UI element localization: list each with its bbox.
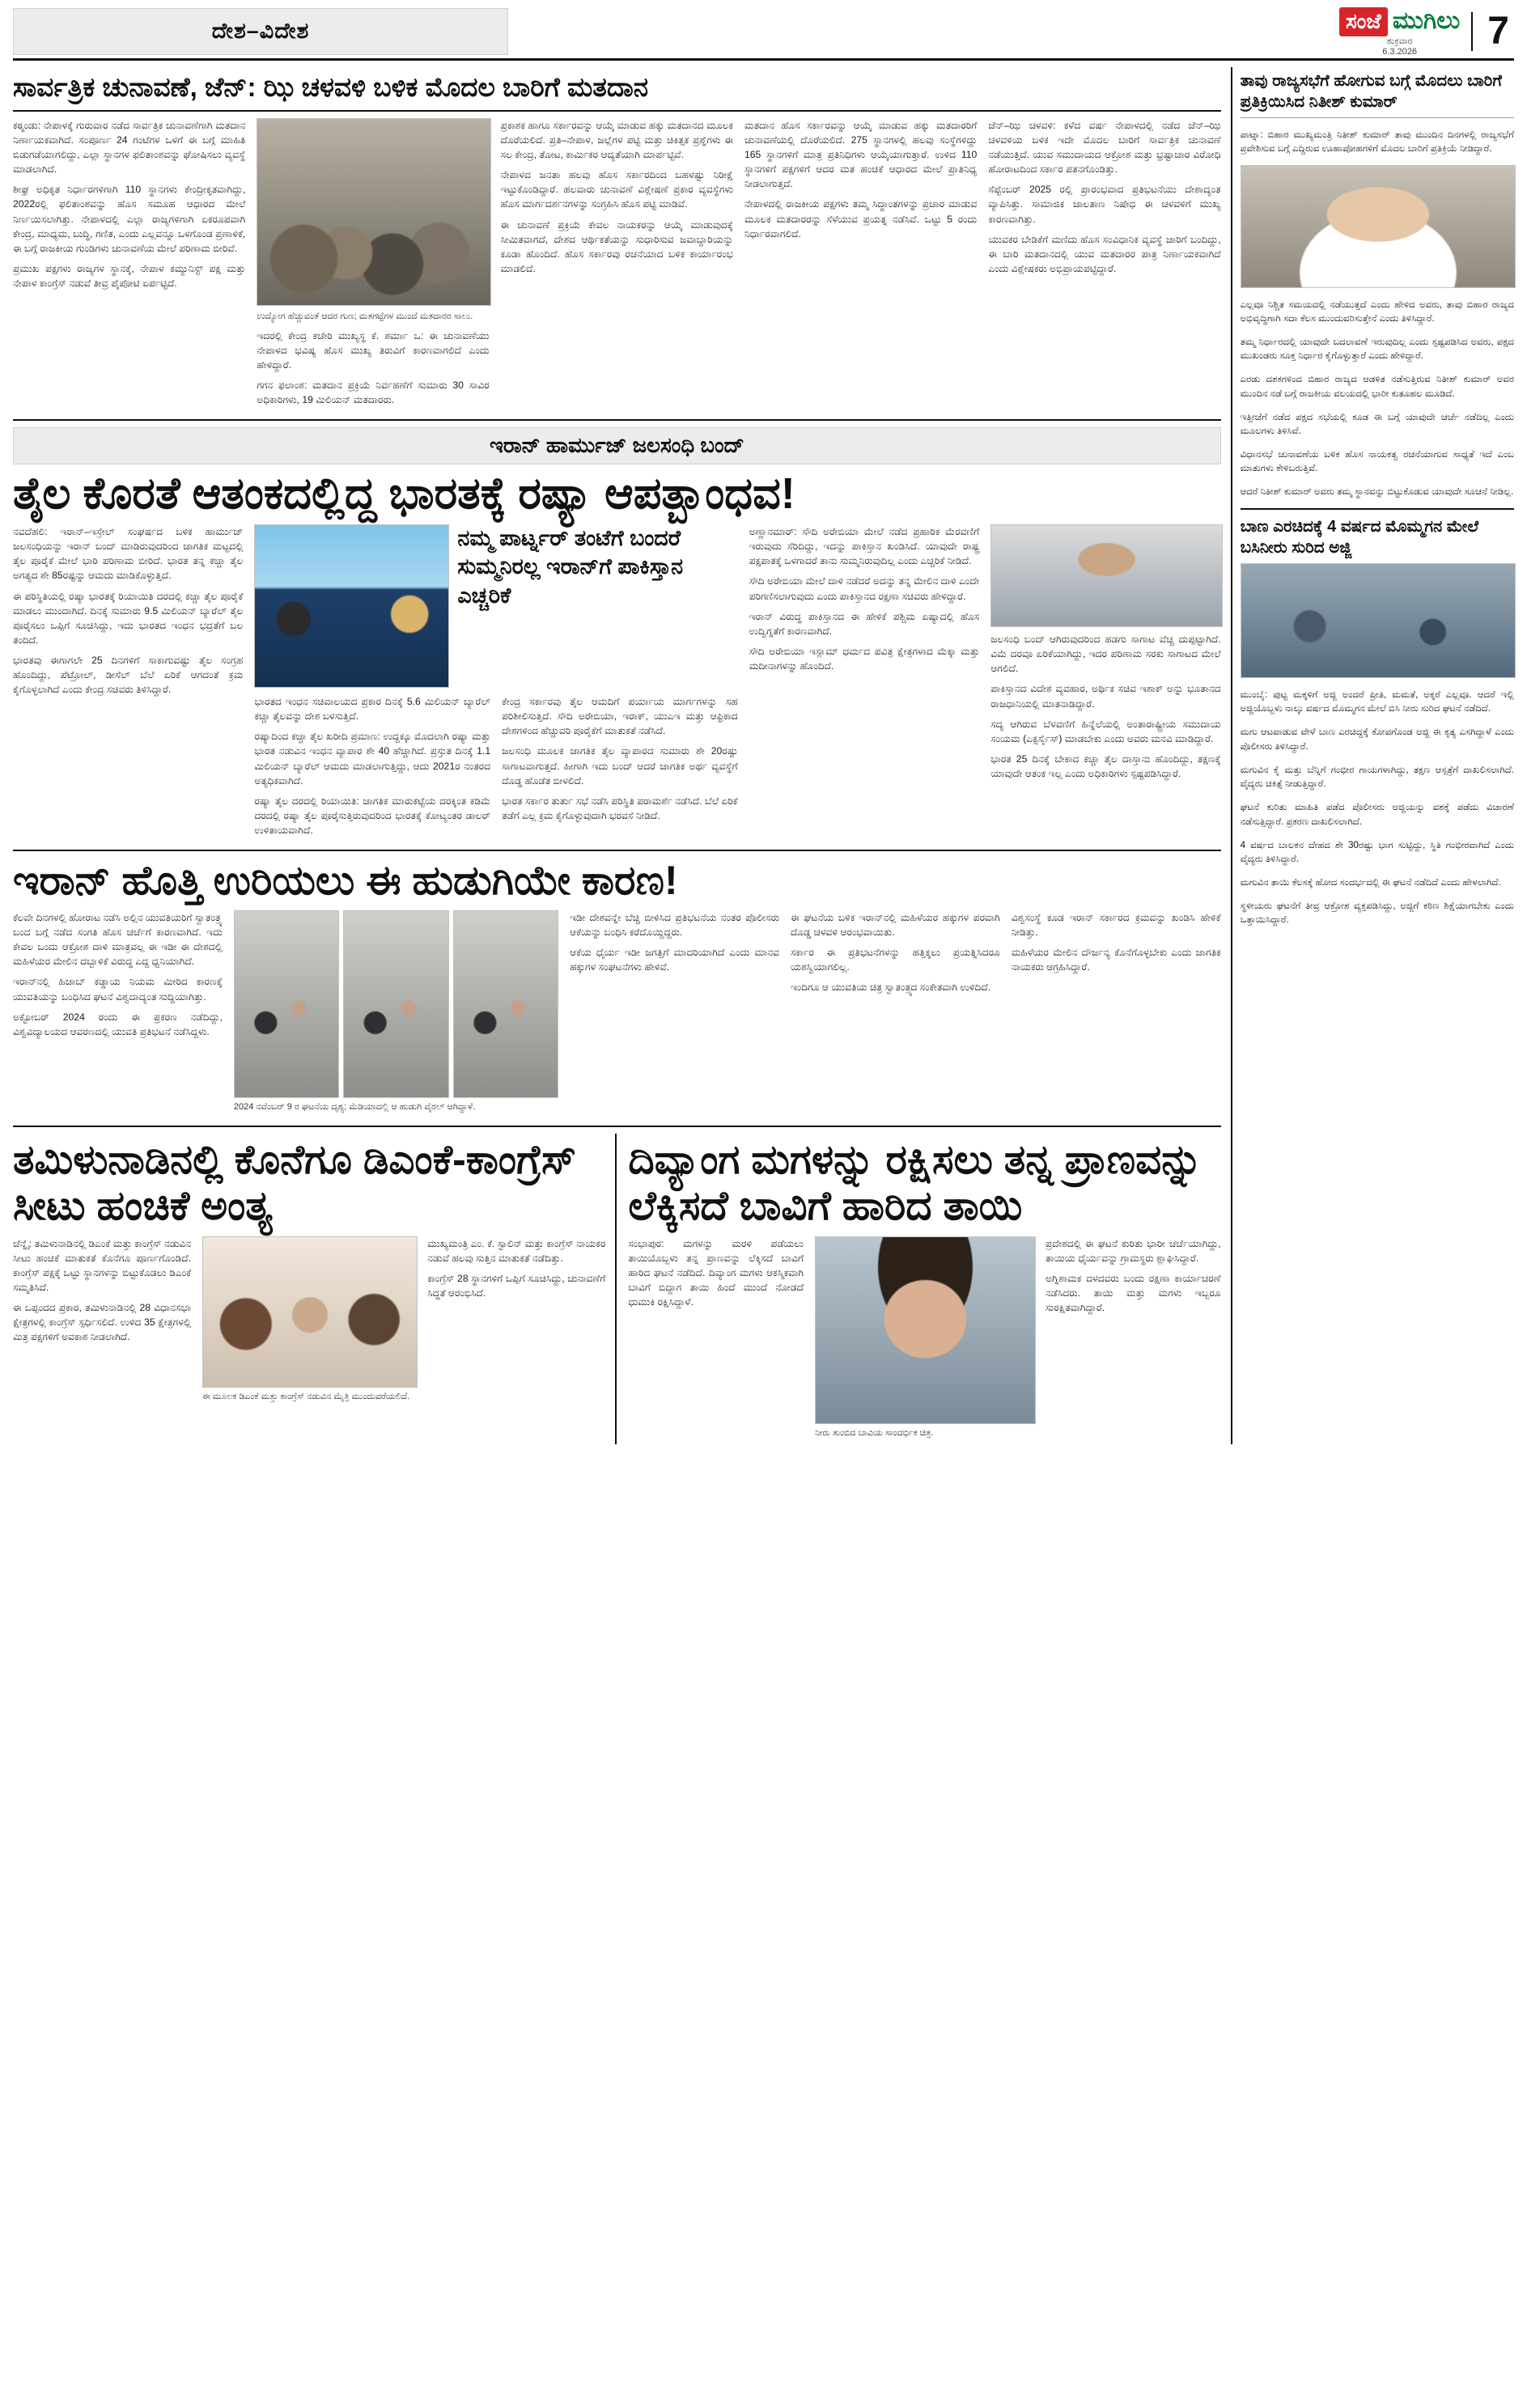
story5-col-2 xyxy=(815,1236,1034,1444)
section-header xyxy=(13,8,508,55)
paragraph: ಇಂದಿಗೂ ಆ ಯುವತಿಯ ಚಿತ್ರ ಸ್ವಾತಂತ್ರ್ಯದ ಸಂಕೇತವಾಗಿ ಉಳಿದಿದೆ. xyxy=(790,981,991,994)
story1-columns xyxy=(13,118,1221,413)
page-number: 7 xyxy=(1471,12,1509,51)
paragraph: ನೇಪಾಳದಲ್ಲಿ ರಾಜಕೀಯ ಪಕ್ಷಗಳು ತಮ್ಮ ಸಿದ್ಧಾಂತಗಳನ್ನು ಪ್ರಚಾರ ಮಾಡುವ ಮೂಲಕ ಮತದಾರರನ್ನು ಸೆಳೆಯುವ ಪ್ರಯತ್ನ ನಡೆಸಿವೆ. ಒಟ್ಟು 5 ರಂದು ನಿರ್ಧಾರವಾಗಲಿದೆ. xyxy=(744,198,978,240)
paragraph: ಅಣ್ಣಾನಮಾರ್: ಸೌದಿ ಅರೇಬಿಯಾ ಮೇಲೆ ನಡೆದ ಪ್ರಹಾರಿಕ ಮೆರವಣಿಗೆ ಇರುವುದು ಸೆರಿದಿದ್ದು, ಇದನ್ನು ಪಾಕಿಸ್ತಾನ ಖಂಡಿಸಿದೆ. ಯಾವುದೇ ರಾಷ್ಟ್ರ ಪಕ್ಷಪಾತಕ್ಕೆ ಒಳಗಾದರೆ ತಾನು ಸುಮ್ಮನಿರುವುದಿಲ್ಲ ಎಂದು ಎಚ್ಚರಿಕೆ ನೀಡಿದೆ. xyxy=(749,526,980,567)
story1-col-2 xyxy=(257,118,489,413)
paragraph: ಮಗು ಆಟವಾಡುವ ವೇಳೆ ಬಾಣ ಎರಚಿದ್ದಕ್ಕೆ ಕೋಪಗೊಂಡ ಅಜ್ಜಿ ಈ ಕೃತ್ಯ ಎಸಗಿದ್ದಾಳೆ ಎಂದು ಪೊಲೀಸರು ತಿಳಿಸಿದ್ದಾರೆ. xyxy=(1240,727,1514,752)
paragraph: ಇದರಲ್ಲಿ ಕೇಂದ್ರ ಕಚೇರಿ ಮುಖ್ಯಸ್ಥ ಕೆ. ಶರ್ಮಾ ಒ: ಈ ಚುನಾವಣೆಯು ನೇಪಾಳದ ಭವಿಷ್ಯ ಹೊಸ ಮುಖ್ಯ ತಿರುವಿಗೆ ಕಾರಣವಾಗಲಿದೆ ಎಂದು ಹೇಳಿದ್ದಾರೆ. xyxy=(257,329,490,371)
paragraph: ಪ್ರದೇಶದಲ್ಲಿ ಈ ಘಟನೆ ಕುರಿತು ಭಾರೀ ಚರ್ಚೆಯಾಗಿದ್ದು, ತಾಯಿಯ ಧೈರ್ಯವನ್ನು ಗ್ರಾಮಸ್ಥರು ಶ್ಲಾಘಿಸಿದ್ದಾರೆ. xyxy=(1045,1237,1221,1264)
story3-col-2 xyxy=(234,910,558,1118)
paragraph: ಸೌದಿ ಅರೇಬಿಯಾ ಇಸ್ಲಾಮ್ ಧರ್ಮದ ಪವಿತ್ರ ಕ್ಷೇತ್ರಗಳಾದ ಮೆಕ್ಕಾ ಮತ್ತು ಮದೀನಾಗಳನ್ನು ಹೊಂದಿದೆ. xyxy=(749,645,980,672)
brand-date: 6.3.2026 xyxy=(1382,46,1418,57)
right-rail xyxy=(1231,67,1514,1444)
story-nepal-election xyxy=(13,70,1221,413)
story5-col-3 xyxy=(1046,1236,1221,1444)
photo-caption: ನೀರು ತುಂಬಿದ ಬಾವಿಯ ಸಾಂದರ್ಭಿಕ ಚಿತ್ರ. xyxy=(815,1427,934,1438)
paragraph: ಗಗನ ಫಲಾಂಶ: ಮತದಾನ ಪ್ರಕ್ರಿಯೆ ನಿರ್ವಹಣೆಗೆ ಸುಮಾರು 30 ಸಾವಿರ ಅಧಿಕಾರಿಗಳು, 19 ಮಿಲಿಯನ್ ಮತದಾರರು. xyxy=(257,379,490,405)
protest-photo-1 xyxy=(234,910,339,1098)
masthead-spacer xyxy=(508,8,1339,55)
rule xyxy=(13,1126,1221,1127)
paragraph: ವಿಧಾನಸಭೆ ಚುನಾವಣೆಯ ಬಳಿಕ ಹೊಸ ನಾಯಕತ್ವ ರಚನೆಯಾಗುವ ಸಾಧ್ಯತೆ ಇದೆ ಎಂಬ ಮಾತುಗಳು ಕೇಳಿಬರುತ್ತಿವೆ. xyxy=(1240,449,1514,474)
story4-headline: ತಮಿಳುನಾಡಿನಲ್ಲಿ ಕೊನೆಗೂ ಡಿಎಂಕೆ-ಕಾಂಗ್ರೆಸ್ ಸೀಟು ಹಂಚಿಕೆ ಅಂತ್ಯ xyxy=(13,1136,576,1229)
paragraph: ಸ್ಥಳೀಯರು ಘಟನೆಗೆ ತೀವ್ರ ಆಕ್ರೋಶ ವ್ಯಕ್ತಪಡಿಸಿದ್ದು, ಅಜ್ಜಿಗೆ ಕಠಿಣ ಶಿಕ್ಷೆಯಾಗಬೇಕು ಎಂದು ಒತ್ತಾಯಿಸಿದ್ದಾರೆ. xyxy=(1240,900,1514,926)
paragraph: ಇರಾನ್ ವಿರುದ್ಧ ಪಾಕಿಸ್ತಾನದ ಈ ಹೇಳಿಕೆ ಪಶ್ಚಿಮ ಏಷ್ಯಾದಲ್ಲಿ ಹೊಸ ಉದ್ವಿಗ್ನತೆಗೆ ಕಾರಣವಾಗಿದೆ. xyxy=(749,610,980,637)
rail-story-grandmother xyxy=(1241,516,1514,926)
brand-name-primary: ಸಂಜೆ xyxy=(1339,7,1388,36)
putin-modi-oil-photo xyxy=(254,524,449,688)
story2-col-2b xyxy=(502,694,738,842)
story5-col-1 xyxy=(628,1236,804,1444)
paragraph: ಮುಖ್ಯಮಂತ್ರಿ ಎಂ. ಕೆ. ಸ್ಟಾಲಿನ್ ಮತ್ತು ಕಾಂಗ್ರೆಸ್ ನಾಯಕರ ನಡುವೆ ಹಲವು ಸುತ್ತಿನ ಮಾತುಕತೆ ನಡೆದಿತ್ತು. xyxy=(427,1237,606,1264)
paragraph: ವಿಶ್ವಸಂಸ್ಥೆ ಕೂಡ ಇರಾನ್ ಸರ್ಕಾರದ ಕ್ರಮವನ್ನು ಖಂಡಿಸಿ ಹೇಳಿಕೆ ನೀಡಿತ್ತು. xyxy=(1011,912,1221,939)
paragraph: ಸೆಪ್ಟೆಂಬರ್ 2025 ರಲ್ಲಿ ಪ್ರಾರಂಭವಾದ ಪ್ರತಿಭಟನೆಯು ದೇಶಾದ್ಯಂತ ವ್ಯಾಪಿಸಿತ್ತು. ಸಾಮಾಜಿಕ ಜಾಲತಾಣ ನಿಷೇಧ ಈ ಚಳವಳಿಗೆ ಮುಖ್ಯ ಕಾರಣವಾಗಿತ್ತು. xyxy=(988,184,1221,225)
paragraph: ಮಹಿಳೆಯರ ಮೇಲಿನ ದೌರ್ಜನ್ಯ ಕೊನೆಗೊಳ್ಳಬೇಕು ಎಂದು ಜಾಗತಿಕ ನಾಯಕರು ಆಗ್ರಹಿಸಿದ್ದಾರೆ. xyxy=(1011,947,1221,973)
story4-col-3 xyxy=(427,1236,605,1408)
brand-name-secondary: ಮುಗಿಲು xyxy=(1392,6,1461,34)
story2-subhead: ನಮ್ಮ ಪಾರ್ಟ್ನರ್ ತಂಟೆಗೆ ಬಂದರೆ ಸುಮ್ಮನಿರಲ್ಲ ಇರಾನ್‌ಗೆ ಪಾಕಿಸ್ತಾನ ಎಚ್ಚರಿಕೆ xyxy=(457,526,684,608)
section-title: ದೇಶ–ವಿದೇಶ xyxy=(211,19,310,43)
paragraph: ರಷ್ಯಾದಿಂದ ಕಚ್ಚಾ ತೈಲ ಖರೀದಿ ಪ್ರಮಾಣ: ಉದ್ದಕ್ಕೂ ಮೊದಲಾಗಿ ರಷ್ಯಾ ಮತ್ತು ಭಾರತ ನಡುವಿನ ಇಂಧನ ವ್ಯಾಪಾರ ಶೇ 40 ಹೆಚ್ಚಾಗಿದೆ. ಪ್ರಸ್ತುತ ದಿನಕ್ಕೆ 1.1 ಮಿಲಿಯನ್ ಬ್ಯಾರೆಲ್ ಆಮದು ಮಾಡಲಾಗುತ್ತಿದ್ದು, ಆದು 2021ರ ನಂತರದ ಅತ್ಯಧಿಕವಾಗಿದೆ. xyxy=(254,731,491,786)
paragraph: ಜಲಸಂಧಿ ಬಂದ್ ಆಗಿರುವುದರಿಂದ ಹಡಗು ಸಾಗಾಟ ವೆಚ್ಚ ದುಪ್ಪಟ್ಟಾಗಿದೆ. ವಿಮೆ ದರವೂ ಏರಿಕೆಯಾಗಿದ್ದು, ಇದರ ಪರಿಣಾಮ ಸರಕು ಸಾಗಾಟದ ಮೇಲೆ ಆಗಲಿದೆ. xyxy=(990,634,1221,675)
story2-col-1 xyxy=(13,524,243,842)
page-content xyxy=(13,67,1514,1444)
story-iran-girl xyxy=(13,858,1221,1119)
paragraph: ಸದ್ಯ ಆಗಿರುವ ಬೆಳವಣಿಗೆ ಹಿನ್ನೆಲೆಯಲ್ಲಿ ಅಂತಾರಾಷ್ಟ್ರೀಯ ಸಮುದಾಯ ಸಂಯಮ (ಎಕ್ಸರ್ಸೈಸ್) ಮಾಡಬೇಕು ಎಂದು ಅವರು ಮನವಿ ಮಾಡಿದ್ದಾರೆ. xyxy=(990,718,1221,744)
rail-story-nitish xyxy=(1241,70,1514,499)
story3-headline: ಇರಾನ್ ಹೊತ್ತಿ ಉರಿಯಲು ಈ ಹುಡುಗಿಯೇ ಕಾರಣ! xyxy=(13,857,678,903)
protest-photo-3 xyxy=(453,910,558,1098)
paragraph: ಸರ್ಕಾರ ಈ ಪ್ರತಿಭಟನೆಗಳನ್ನು ಹತ್ತಿಕ್ಕಲು ಪ್ರಯತ್ನಿಸಿದರೂ ಯಶಸ್ವಿಯಾಗಲಿಲ್ಲ. xyxy=(790,947,1000,973)
paragraph: ಮಗುವಿನ ಕೈ ಮತ್ತು ಬೆನ್ನಿಗೆ ಗಂಭೀರ ಗಾಯಗಳಾಗಿದ್ದು, ತಕ್ಷಣ ಆಸ್ಪತ್ರೆಗೆ ದಾಖಲಿಸಲಾಗಿದೆ. ವೈದ್ಯರು ಚಿಕಿತ್ಸೆ ನೀಡುತ್ತಿದ್ದಾರೆ. xyxy=(1240,764,1514,790)
photo-caption: ಉದ್ಯೋಗ ಹೆಚ್ಚುವಂತೆ ಆದರ ಗುಣ; ಮತಗಟ್ಟೆಗಳ ಮುಂದೆ ಮತದಾರರ ಸಾಲು. xyxy=(257,312,473,322)
rule xyxy=(13,419,1221,421)
story1-col-5 xyxy=(988,118,1220,413)
paragraph: ಭಾರತ 25 ದಿನಕ್ಕೆ ಬೇಕಾದ ಕಚ್ಚಾ ತೈಲ ದಾಸ್ತಾನು ಹೊಂದಿದ್ದು, ತಕ್ಷಣಕ್ಕೆ ಯಾವುದೇ ಆತಂಕ ಇಲ್ಲ ಎಂದು ಅಧಿಕಾರಿಗಳು ಸ್ಪಷ್ಟಪಡಿಸಿದ್ದಾರೆ. xyxy=(990,752,1221,779)
story3-col-1 xyxy=(13,910,223,1118)
story5-columns xyxy=(628,1236,1220,1444)
rule xyxy=(1241,508,1514,510)
story1-col-1 xyxy=(13,118,245,413)
paragraph: ಭಾರತ ಸರ್ಕಾರ ತುರ್ತು ಸಭೆ ನಡೆಸಿ ಪರಿಸ್ಥಿತಿ ಪರಾಮರ್ಶೆ ನಡೆಸಿದೆ. ಬೆಲೆ ಏರಿಕೆ ತಡೆಗೆ ಎಲ್ಲ ಕ್ರಮ ಕೈಗೊಳ್ಳುವುದಾಗಿ ಭರವಸೆ ನೀಡಿದೆ. xyxy=(502,795,738,821)
story3-col-4 xyxy=(791,910,1000,1118)
story5-headline: ದಿವ್ಯಾಂಗ ಮಗಳನ್ನು ರಕ್ಷಿಸಲು ತನ್ನ ಪ್ರಾಣವನ್ನು ಲೆಕ್ಕಿಸದೆ ಬಾವಿಗೆ ಹಾರಿದ ತಾಯಿ xyxy=(628,1136,1203,1229)
pakistan-minister-photo xyxy=(990,524,1222,627)
paragraph: ಇಡೀ ದೇಶವನ್ನೇ ಬೆಚ್ಚಿ ಬೀಳಿಸಿದ ಪ್ರತಿಭಟನೆಯ ನಂತರ ಪೊಲೀಸರು ಆಕೆಯನ್ನು ಬಂಧಿಸಿ ಕರೆದೊಯ್ದಿದ್ದರು. xyxy=(570,912,779,939)
story2-col-2a xyxy=(254,694,490,842)
protest-photo-2 xyxy=(343,910,448,1098)
paragraph: ಎಲ್ಲವೂ ನಿಶ್ಚಿತ ಸಮಯದಲ್ಲಿ ನಡೆಯುತ್ತದೆ ಎಂದು ಹೇಳಿದ ಅವರು, ತಾವು ಬಿಹಾರ ರಾಜ್ಯದ ಅಭಿವೃದ್ಧಿಗಾಗಿ ಸದಾ ಕೆಲಸ ಮುಂದುವರಿಸುತ್ತೇನೆ ಎಂದು ತಿಳಿಸಿದ್ದಾರೆ. xyxy=(1240,299,1514,324)
brand-logo xyxy=(1339,7,1460,57)
paragraph: ಭಾರತದ ಇಂಧನ ಸಚಿವಾಲಯದ ಪ್ರಕಾರ ದಿನಕ್ಕೆ 5.6 ಮಿಲಿಯನ್ ಬ್ಯಾರೆಲ್ ಕಚ್ಚಾ ತೈಲವನ್ನು ದೇಶ ಬಳಸುತ್ತಿದೆ. xyxy=(254,696,491,723)
paragraph: ಈ ಘಟನೆಯ ಬಳಿಕ ಇರಾನ್‌ನಲ್ಲಿ ಮಹಿಳೆಯರ ಹಕ್ಕುಗಳ ಪರವಾಗಿ ದೊಡ್ಡ ಚಳವಳಿ ಆರಂಭವಾಯಿತು. xyxy=(790,912,1000,939)
story-tn-seat-sharing xyxy=(13,1134,617,1444)
story-mother-well xyxy=(628,1134,1220,1444)
paragraph: ಸಂಭಾಪುರ: ಮಗಳನ್ನು ಮರಳಿ ಪಡೆಯಲು ತಾಯಿಯೊಬ್ಬಳು ತನ್ನ ಪ್ರಾಣವನ್ನು ಲೆಕ್ಕಿಸದೆ ಬಾವಿಗೆ ಹಾರಿದ ಘಟನೆ ನಡೆದಿದೆ. ದಿವ್ಯಾಂಗ ಮಗಳು ಆಕಸ್ಮಿಕವಾಗಿ ಬಾವಿಗೆ ಬಿದ್ದಾಗ ತಾಯಿ ಹಿಂದೆ ಮುಂದೆ ನೋಡದೆ ಧುಮುಕಿ ರಕ್ಷಿಸಿದ್ದಾಳೆ. xyxy=(628,1237,804,1308)
paragraph: ಸೌದಿ ಅರೇಬಿಯಾ ಮೇಲೆ ದಾಳಿ ನಡೆದರೆ ಅದನ್ನು ತನ್ನ ಮೇಲಿನ ದಾಳಿ ಎಂದೇ ಪರಿಗಣಿಸಲಾಗುವುದು ಎಂದು ಪಾಕಿಸ್ತಾನದ ರಕ್ಷಣಾ ಸಚಿವರು ಹೇಳಿದ್ದಾರೆ. xyxy=(749,575,980,602)
paragraph: ಈ ಒಪ್ಪಂದದ ಪ್ರಕಾರ, ತಮಿಳುನಾಡಿನಲ್ಲಿ 28 ವಿಧಾನಸಭಾ ಕ್ಷೇತ್ರಗಳಲ್ಲಿ ಕಾಂಗ್ರೆಸ್ ಸ್ಪರ್ಧಿಸಲಿದೆ. ಉಳಿದ 35 ಕ್ಷೇತ್ರಗಳಲ್ಲಿ ಮಿತ್ರ ಪಕ್ಷಗಳಿಗೆ ಅವಕಾಶ ನೀಡಲಾಗಿದೆ. xyxy=(13,1301,192,1342)
dmk-congress-leaders-photo xyxy=(202,1236,418,1388)
rail-item1-headline: ತಾವು ರಾಜ್ಯಸಭೆಗೆ ಹೋಗುವ ಬಗ್ಗೆ ಮೊದಲು ಬಾರಿಗೆ ಪ್ರತಿಕ್ರಿಯಿಸಿದ ನಿತೀಶ್ ಕುಮಾರ್ xyxy=(1240,72,1502,111)
paragraph: ನವದೆಹಲಿ: ಇರಾನ್–ಇಸ್ರೇಲ್ ಸಂಘರ್ಷದ ಬಳಿಕ ಹಾರ್ಮುಜ್ ಜಲಸಂಧಿಯನ್ನು ಇರಾನ್ ಬಂದ್ ಮಾಡಿರುವುದರಿಂದ ಜಾಗತಿಕ ಮಟ್ಟದಲ್ಲಿ ತೈಲ ಪೂರೈಕೆ ಮೇಲೆ ಭಾರಿ ಪರಿಣಾಮ ಬೀರಿದೆ. ಭಾರತ ತನ್ನ ಕಚ್ಚಾ ತೈಲ ಅಗತ್ಯದ ಶೇ 85ರಷ್ಟನ್ನು ಆಮದು ಮಾಡಿಕೊಳ್ಳುತ್ತಿದೆ. xyxy=(13,526,244,582)
paragraph: ಪ್ರಮುಖ ಪಕ್ಷಗಳು ರಾಜ್ಯಗಳ ಸ್ಥಾನಕ್ಕೆ, ನೇಪಾಳ ಕಮ್ಯುನಿಸ್ಟ್ ಪಕ್ಷ ಮತ್ತು ನೇಪಾಳ ಕಾಂಗ್ರೆಸ್ ನಡುವೆ ತೀವ್ರ ಪೈಪೋಟಿ ಏರ್ಪಟ್ಟಿದೆ. xyxy=(13,262,246,289)
masthead xyxy=(13,8,1514,61)
paragraph: ಇರಾನ್‌ನಲ್ಲಿ ಹಿಜಾಬ್ ಕಡ್ಡಾಯ ನಿಯಮ ಮೀರಿದ ಕಾರಣಕ್ಕೆ ಯುವತಿಯನ್ನು ಬಂಧಿಸಿದ ಘಟನೆ ವಿಶ್ವದಾದ್ಯಂತ ಸುದ್ದಿಯಾಗಿತ್ತು. xyxy=(13,976,223,1003)
brand-wordmark xyxy=(1339,7,1460,36)
story1-col-3 xyxy=(501,118,733,413)
paragraph: ಮುಂಬೈ: ಪುಟ್ಟ ಮಕ್ಕಳಿಗೆ ಅಜ್ಜಿ ಅಂದರೆ ಪ್ರೀತಿ, ಮಮತೆ, ಅಕ್ಕರೆ ಎಲ್ಲವೂ. ಆದರೆ ಇಲ್ಲಿ ಅಜ್ಜಿಯೊಬ್ಬಳು ನಾಲ್ಕು ವರ್ಷದ ಮೊಮ್ಮಗನ ಮೇಲೆ ಬಿಸಿ ನೀರು ಸುರಿದ ಘಟನೆ ನಡೆದಿದೆ. xyxy=(1240,689,1514,714)
paragraph: ತಮ್ಮ ನಿರ್ಧಾರದಲ್ಲಿ ಯಾವುದೇ ಬದಲಾವಣೆ ಇರುವುದಿಲ್ಲ ಎಂದು ಸ್ಪಷ್ಟಪಡಿಸಿದ ಅವರು, ಪಕ್ಷದ ಮುಖಂಡರು ಸೂಕ್ತ ನಿರ್ಧಾರ ಕೈಗೊಳ್ಳುತ್ತಾರೆ ಎಂದು ಹೇಳಿದ್ದಾರೆ. xyxy=(1240,336,1514,362)
paragraph: ಇತ್ತೀಚೆಗೆ ನಡೆದ ಪಕ್ಷದ ಸಭೆಯಲ್ಲಿ ಕೂಡ ಈ ಬಗ್ಗೆ ಯಾವುದೇ ಚರ್ಚೆ ನಡೆದಿಲ್ಲ ಎಂದು ಮೂಲಗಳು ತಿಳಿಸಿವೆ. xyxy=(1240,411,1514,437)
paragraph: ಕೇಂದ್ರ ಸರ್ಕಾರವು ತೈಲ ಆಮದಿಗೆ ಪರ್ಯಾಯ ಮಾರ್ಗಗಳನ್ನು ಸಹ ಪರಿಶೀಲಿಸುತ್ತಿದೆ. ಸೌದಿ ಅರೇಬಿಯಾ, ಇರಾಕ್, ಯುಎಇ ಮತ್ತು ಆಫ್ರಿಕಾದ ದೇಶಗಳಿಂದ ಹೆಚ್ಚುವರಿ ಪೂರೈಕೆಗೆ ಮಾತುಕತೆ ನಡೆಸಿದೆ. xyxy=(502,696,738,737)
paragraph: ಪಾಟ್ನಾ: ಬಿಹಾರ ಮುಖ್ಯಮಂತ್ರಿ ನಿತೀಶ್ ಕುಮಾರ್ ತಾವು ಮುಂದಿನ ದಿನಗಳಲ್ಲಿ ರಾಜ್ಯಸಭೆಗೆ ಪ್ರವೇಶಿಸುವ ಬಗ್ಗೆ ಎದ್ದಿರುವ ಊಹಾಪೋಹಗಳಿಗೆ ಮೊದಲ ಬಾರಿಗೆ ಪ್ರತಿಕ್ರಿಯೆ ನೀಡಿದ್ದಾರೆ. xyxy=(1240,129,1514,154)
rail-item2-headline: ಬಾಣ ಎರಚಿದಕ್ಕೆ 4 ವರ್ಷದ ಮೊಮ್ಮಗನ ಮೇಲೆ ಬಸಿನೀರು ಸುರಿದ ಅಜ್ಜಿ xyxy=(1240,518,1479,557)
story2-col-2 xyxy=(254,524,737,842)
paragraph: ಚೆನ್ನೈ: ತಮಿಳುನಾಡಿನಲ್ಲಿ ಡಿಎಂಕೆ ಮತ್ತು ಕಾಂಗ್ರೆಸ್ ನಡುವಿನ ಸೀಟು ಹಂಚಿಕೆ ಮಾತುಕತೆ ಕೊನೆಗೂ ಪೂರ್ಣಗೊಂಡಿದೆ. ಕಾಂಗ್ರೆಸ್ ಪಕ್ಷಕ್ಕೆ ಒಟ್ಟು ಸ್ಥಾನಗಳನ್ನು ಬಿಟ್ಟುಕೊಡಲು ಡಿಎಂಕೆ ಸಮ್ಮತಿಸಿದೆ. xyxy=(13,1237,192,1293)
paragraph: ಪಾಕಿಸ್ತಾನದ ವಿದೇಶ ವ್ಯವಹಾರ, ಅರ್ಥಿಕ ಸಚಿವ ಇಶಾಕ್ ಅನ್ನು ಭೂತಾನದ ರಾಜಧಾನಿಯಲ್ಲಿ ಮಾತನಾಡಿದ್ದಾರೆ. xyxy=(990,683,1221,710)
paragraph: ಆದರೆ ನಿತೀಶ್ ಕುಮಾರ್ ಅವರು ತಮ್ಮ ಸ್ಥಾನವನ್ನು ಬಿಟ್ಟುಕೊಡುವ ಯಾವುದೇ ಸೂಚನೆ ನೀಡಿಲ್ಲ. xyxy=(1240,486,1514,498)
story4-columns xyxy=(13,1236,605,1408)
photo-caption: 2024 ನವೆಂಬರ್ 9 ರ ಘಟನೆಯ ದೃಶ್ಯ; ಮೆಡಿಯಾದಲ್ಲಿ ಆ ಹುಡುಗಿ ವೈರಲ್ ಆಗಿದ್ದಾಳೆ. xyxy=(233,1102,476,1113)
rule xyxy=(13,850,1221,851)
river-bank-photo xyxy=(1241,563,1516,678)
paragraph: ನೇಪಾಳದ ಜನತಾ ಹಲವು ಹೊಸ ಸರ್ಕಾರದಿಂದ ಬಹಳಷ್ಟು ನಿರೀಕ್ಷೆ ಇಟ್ಟುಕೊಂಡಿದ್ದಾರೆ. ಹಲವಾರು ಚುನಾವಣೆ ವಿಶ್ಲೇಷಣೆ ಪ್ರಕಾರ ವ್ಯವಸ್ಥೆಗಳು ಹೊಸ ಮಾರ್ಗದರ್ಶನಗಳನ್ನು ಸಂಗ್ರಹಿಸಿ ಹೊಸ ಪಟ್ಟಿ ಮಾಡಿವೆ. xyxy=(500,169,733,210)
story2-columns xyxy=(13,524,1221,842)
masthead-brand xyxy=(1339,8,1514,55)
story3-col-5 xyxy=(1012,910,1221,1118)
brand-day: ಶುಕ್ರವಾರ xyxy=(1386,36,1413,46)
polling-station-photo xyxy=(257,118,490,306)
rule xyxy=(13,110,1221,112)
paragraph: ಭಾರತವು ಈಗಾಗಲೇ 25 ದಿನಗಳಿಗೆ ಸಾಕಾಗುವಷ್ಟು ತೈಲ ಸಂಗ್ರಹ ಹೊಂದಿದ್ದು, ಪೆಟ್ರೋಲ್, ಡೀಸೆಲ್ ಬೆಲೆ ಏರಿಕೆ ಆಗದಂತೆ ಕ್ರಮ ಕೈಗೊಳ್ಳಲಾಗಿದೆ ಎಂದು ಕೇಂದ್ರ ಸಚಿವರು ತಿಳಿಸಿದ್ದಾರೆ. xyxy=(13,654,244,695)
paragraph: ಅಗ್ನಿಶಾಮಕ ದಳದವರು ಬಂದು ರಕ್ಷಣಾ ಕಾರ್ಯಾಚರಣೆ ನಡೆಸಿದರು. ತಾಯಿ ಮತ್ತು ಮಗಳು ಇಬ್ಬರೂ ಸುರಕ್ಷಿತವಾಗಿದ್ದಾರೆ. xyxy=(1045,1272,1221,1313)
paragraph: ಜಲಸಂಧಿ ಮೂಲಕ ಜಾಗತಿಕ ತೈಲ ವ್ಯಾಪಾರದ ಸುಮಾರು ಶೇ 20ರಷ್ಟು ಸಾಗಾಟವಾಗುತ್ತದೆ. ಹೀಗಾಗಿ ಇದು ಬಂದ್ ಆದರೆ ಜಾಗತಿಕ ಅರ್ಥ ವ್ಯವಸ್ಥೆಗೆ ದೊಡ್ಡ ಹೊಡೆತ ಬೀಳಲಿದೆ. xyxy=(502,745,738,786)
paragraph: ಯುವಕರ ಬೇಡಿಕೆಗೆ ಮಣಿದು ಹೊಸ ಸಂವಿಧಾನಿಕ ವ್ಯವಸ್ಥೆ ಜಾರಿಗೆ ಬಂದಿದ್ದು, ಈ ಬಾರಿ ಮತದಾನದಲ್ಲಿ ಯುವ ಮತದಾರರ ಪಾತ್ರ ನಿರ್ಣಾಯಕವಾಗಿದೆ ಎಂದು ವಿಶ್ಲೇಷಕರು ಅಭಿಪ್ರಾಯಪಟ್ಟಿದ್ದಾರೆ. xyxy=(988,233,1221,274)
paragraph: ಕಾಂಗ್ರೆಸ್ 28 ಸ್ಥಾನಗಳಿಗೆ ಒಪ್ಪಿಗೆ ಸೂಚಿಸಿದ್ದು, ಚುನಾವಣೆಗೆ ಸಿದ್ಧತೆ ಆರಂಭಿಸಿದೆ. xyxy=(427,1272,606,1299)
nitish-kumar-photo xyxy=(1241,165,1516,288)
story1-headline: ಸಾರ್ವತ್ರಿಕ ಚುನಾವಣೆ, ಜೆನ್: ಝಿ ಚಳವಳಿ ಬಳಿಕ ಮೊದಲ ಬಾರಿಗೆ ಮತದಾನ xyxy=(13,72,649,102)
paragraph: ಘಟನೆ ಕುರಿತು ಮಾಹಿತಿ ಪಡೆದ ಪೊಲೀಸರು ಅಜ್ಜಿಯನ್ನು ವಶಕ್ಕೆ ಪಡೆದು ವಿಚಾರಣೆ ನಡೆಸುತ್ತಿದ್ದಾರೆ. ಪ್ರಕರಣ ದಾಖಲಿಸಲಾಗಿದೆ. xyxy=(1240,802,1514,827)
story1-col-4 xyxy=(744,118,977,413)
paragraph: ಕೆಲವೇ ದಿನಗಳಲ್ಲಿ ಹೋರಾಟ ನಡೆಸಿ ಅಲ್ಲಿನ ಯುವತಿಯರಿಗೆ ಸ್ವಾತಂತ್ರ್ಯ ಬಂದ ಬಗ್ಗೆ ನಡೆದ ಸಂಗತಿ ಹೊಸ ಚರ್ಚೆಗೆ ಕಾರಣವಾಗಿದೆ. ಇದು ಕೇವಲ ಒಂದು ಆಕ್ರೋಶ ದಾಳಿ ಮಾತ್ರವಲ್ಲ ಈ ಇಡೀ ಈ ದೇಶದಲ್ಲಿ ಮಹಿಳೆಯರ ಮೇಲಿನ ದಬ್ಬಾಳಿಕೆ ವಿರುದ್ಧ ಎದ್ದ ಧ್ವನಿಯಾಗಿದೆ. xyxy=(13,912,223,968)
photo-caption: ಈ ಮೂಲಕ ಡಿಎಂಕೆ ಮತ್ತು ಕಾಂಗ್ರೆಸ್ ನಡುವಿನ ಮೈತ್ರಿ ಮುಂದುವರೆಯಲಿದೆ. xyxy=(202,1391,410,1401)
paragraph: ಮತದಾನ ಹೊಸ ಸರ್ಕಾರವನ್ನು ಆಯ್ಕೆ ಮಾಡುವ ಹಕ್ಕು ಮತದಾರರಿಗೆ ಚುನಾವಣೆಯಲ್ಲಿ ದೊರೆಯಲಿದೆ. 275 ಸ್ಥಾನಗಳಲ್ಲಿ ಹಲವು ಸಂಸ್ಥೆಗಳಿದ್ದು 165 ಸ್ಥಾನಗಳಿಗೆ ಮಾತ್ರ ಪ್ರತಿನಿಧಿಗಳು ಆಯ್ಕೆಯಾಗುತ್ತಾರೆ. ಉಳಿದ 110 ಸ್ಥಾನಗಳಿಗೆ ಪಕ್ಷಗಳಿಗೆ ಆದರ ಮತ ಹಂಚಿಕೆ ಆಧಾರದ ಮೇಲೆ ಪ್ರಾತಿನಿಧ್ಯ ನೀಡಲಾಗುತ್ತದೆ. xyxy=(744,120,978,190)
mother-photo xyxy=(815,1236,1036,1424)
paragraph: ರಷ್ಯಾ ತೈಲ ದರದಲ್ಲಿ ರಿಯಾಯಿತಿ: ಜಾಗತಿಕ ಮಾರುಕಟ್ಟೆಯ ದರಕ್ಕಿಂತ ಕಡಿಮೆ ದರದಲ್ಲಿ ರಷ್ಯಾ ತೈಲ ಪೂರೈಸುತ್ತಿರುವುದರಿಂದ ಭಾರತಕ್ಕೆ ಕೋಟ್ಯಂತರ ಡಾಲರ್ ಉಳಿತಾಯವಾಗಿದೆ. xyxy=(254,795,491,836)
paragraph: ಈ ಚುನಾವಣೆ ಪ್ರಕ್ರಿಯೆ ಕೇವಲ ನಾಯಕರನ್ನು ಆಯ್ಕೆ ಮಾಡುವುದಕ್ಕೆ ಸೀಮಿತವಾಗದೆ, ದೇಶದ ಆರ್ಥಿಕತೆಯನ್ನು ಸುಧಾರಿಸುವ ಜವಾಬ್ದಾರಿಯನ್ನು ಕೂಡಾ ಹೊಂದಿದೆ. ಹೊಸ ಸರ್ಕಾರವು ರಚನೆಯಾದ ಬಳಿಕ ಕಾರ್ಯಾರಂಭ ಮಾಡಲಿದೆ. xyxy=(500,218,733,274)
story2-col-4 xyxy=(990,524,1220,842)
paragraph: ಕಠ್ಮಂಡು: ನೇಪಾಳಕ್ಕೆ ಗುರುವಾರ ನಡೆದ ಸಾರ್ವತ್ರಿಕ ಚುನಾವಣೆಗಾಗಿ ಮತದಾನ ನಿರ್ಣಾಯಕವಾಗಿದೆ. ಸಂಪೂರ್ಣ 24 ಗಂಟೆಗಳ ಒಳಗೆ ಈ ಬಗ್ಗೆ ಮಾಹಿತಿ ಬಿಡುಗಡೆಯಾಗಲಿದ್ದು, ಎಲ್ಲಾ ಸ್ಥಾನಗಳ ಫಲಿತಾಂಶವನ್ನು ಘೋಷಿಸಲು ವ್ಯವಸ್ಥೆ ಮಾಡಲಾಗಿದೆ. xyxy=(13,120,246,176)
story4-col-2 xyxy=(202,1236,416,1408)
story-oil-crisis xyxy=(13,427,1221,843)
story2-banner: ಇರಾನ್ ಹಾರ್ಮುಜ್ ಜಲಸಂಧಿ ಬಂದ್ xyxy=(13,427,1221,464)
story3-columns xyxy=(13,910,1221,1118)
story2-col-3 xyxy=(749,524,979,842)
paragraph: ಶೀಘ್ರ ಅಧಿಕೃತ ನಿರ್ಧಾರಗಳಿಗಾಗಿ 110 ಸ್ಥಾನಗಳು ಕೇಂದ್ರೀಕೃತವಾಗಿದ್ದು, 2022ರಲ್ಲಿ ಫಲಿತಾಂಶವನ್ನು ಹೊಸ ಸಮೂಹ ಆಧಾರದ ಮೇಲೆ ನಿರ್ಣಯಿಸಲಾಗಿತ್ತು. ನೇಪಾಳದಲ್ಲಿ ಎಲ್ಲಾ ರಾಜ್ಯಗಳಿಗಾಗಿ ಏಕರೂಪವಾಗಿ ಕೇಂದ್ರ, ಮಾಧ್ಯಮ, ಬುದ್ಧಿ, ಗಣಿತ, ಎಂದು ಎಲ್ಲವನ್ನೂ ಒಳಗೊಂಡ ಪ್ರಣಾಳಿಕೆ, ಈ ಬಗ್ಗೆ ರಾಜಕೀಯ ಗುಂಡಿಗಳು ಚುನಾವಣೆಯ ಮೇಲೆ ಪರಿಣಾಮ ಬೀರಿವೆ. xyxy=(13,184,246,254)
story2-headline: ತೈಲ ಕೊರತೆ ಆತಂಕದಲ್ಲಿದ್ದ ಭಾರತಕ್ಕೆ ರಷ್ಯಾ ಆಪತ್ಬಾಂಧವ! xyxy=(13,468,795,518)
paragraph: ಪ್ರಕಾಶಕ ಹಾಗೂ ಸರ್ಕಾರವನ್ನು ಆಯ್ಕೆ ಮಾಡುವ ಹಕ್ಕು ಮತದಾನದ ಮೂಲಕ ದೊರೆಯಲಿದೆ. ಪ್ರತಿ–ನೇಪಾಳ, ಜಲ್ಲೆಗಳ ಪಟ್ಟಿ ಮತ್ತು ಚಿಕಿತ್ಸಕ ಪ್ರಶ್ನೆಗಳು ಈ ಸಲ ಕೇಂದ್ರ, ತೋಟ, ಕಾರ್ಮಿಕರ ಆದ್ಯತೆಯಾಗಿ ಮಾರ್ಪಟ್ಟಿವೆ. xyxy=(500,120,733,161)
bottom-stories xyxy=(13,1134,1221,1444)
paragraph: ಈ ಪರಿಸ್ಥಿತಿಯಲ್ಲಿ ರಷ್ಯಾ ಭಾರತಕ್ಕೆ ರಿಯಾಯಿತಿ ದರದಲ್ಲಿ ಕಚ್ಚಾ ತೈಲ ಪೂರೈಕೆ ಮಾಡಲು ಮುಂದಾಗಿದೆ. ದಿನಕ್ಕೆ ಸುಮಾರು 9.5 ಮಿಲಿಯನ್ ಬ್ಯಾರೆಲ್ ತೈಲ ಪೂರೈಸಲು ಒಪ್ಪಿಗೆ ಸೂಚಿಸಿದ್ದು, ಇದು ಭಾರತದ ಇಂಧನ ಭದ್ರತೆಗೆ ಬಲ ತಂದಿದೆ. xyxy=(13,590,244,646)
iran-protest-photos xyxy=(234,910,558,1098)
story3-col-3 xyxy=(570,910,779,1118)
paragraph: ಅಕ್ಟೋಬರ್ 2024 ರಂದು ಈ ಪ್ರಕರಣ ನಡೆದಿದ್ದು, ವಿಶ್ವವಿದ್ಯಾಲಯದ ಆವರಣದಲ್ಲಿ ಯುವತಿ ಪ್ರತಿಭಟನೆ ನಡೆಸಿದ್ದಳು. xyxy=(13,1011,223,1037)
paragraph: ಆಕೆಯ ಧೈರ್ಯ ಇಡೀ ಜಗತ್ತಿಗೆ ಮಾದರಿಯಾಗಿದೆ ಎಂದು ಮಾನವ ಹಕ್ಕುಗಳ ಸಂಘಟನೆಗಳು ಹೇಳಿವೆ. xyxy=(570,947,779,973)
paragraph: ಮಗುವಿನ ತಾಯಿ ಕೆಲಸಕ್ಕೆ ಹೋದ ಸಂದರ್ಭದಲ್ಲಿ ಈ ಘಟನೆ ನಡೆದಿದೆ ಎಂದು ಹೇಳಲಾಗಿದೆ. xyxy=(1240,876,1501,888)
paragraph: 4 ವರ್ಷದ ಬಾಲಕನ ದೇಹದ ಶೇ 30ರಷ್ಟು ಭಾಗ ಸುಟ್ಟಿದ್ದು, ಸ್ಥಿತಿ ಗಂಭೀರವಾಗಿದೆ ಎಂದು ವೈದ್ಯರು ತಿಳಿಸಿದ್ದಾರೆ. xyxy=(1240,839,1514,864)
story4-col-1 xyxy=(13,1236,191,1408)
rule xyxy=(1241,117,1514,118)
paragraph: ಎರಡು ದಶಕಗಳಿಂದ ಬಿಹಾರ ರಾಜ್ಯದ ಆಡಳಿತ ನಡೆಸುತ್ತಿರುವ ನಿತೀಶ್ ಕುಮಾರ್ ಅವರ ಮುಂದಿನ ನಡೆ ಬಗ್ಗೆ ರಾಜಕೀಯ ವಲಯದಲ್ಲಿ ಭಾರೀ ಕುತೂಹಲ ಮೂಡಿದೆ. xyxy=(1240,374,1514,399)
main-column xyxy=(13,67,1221,1444)
paragraph: ಜೆನ್–ಝಿ ಚಳವಳಿ: ಕಳೆದ ವರ್ಷ ನೇಪಾಳದಲ್ಲಿ ನಡೆದ ಜೆನ್–ಝಿ ಚಳವಳಿಯ ಬಳಿಕ ಇದೇ ಮೊದಲ ಬಾರಿಗೆ ಸಾರ್ವತ್ರಿಕ ಚುನಾವಣೆ ನಡೆಯುತ್ತಿದೆ. ಯುವ ಸಮುದಾಯದ ಆಕ್ರೋಶ ಮತ್ತು ಭ್ರಷ್ಟಾಚಾರ ವಿರೋಧಿ ಹೋರಾಟದಿಂದ ಸರ್ಕಾರ ಪತನಗೊಂಡಿತ್ತು. xyxy=(988,120,1221,176)
